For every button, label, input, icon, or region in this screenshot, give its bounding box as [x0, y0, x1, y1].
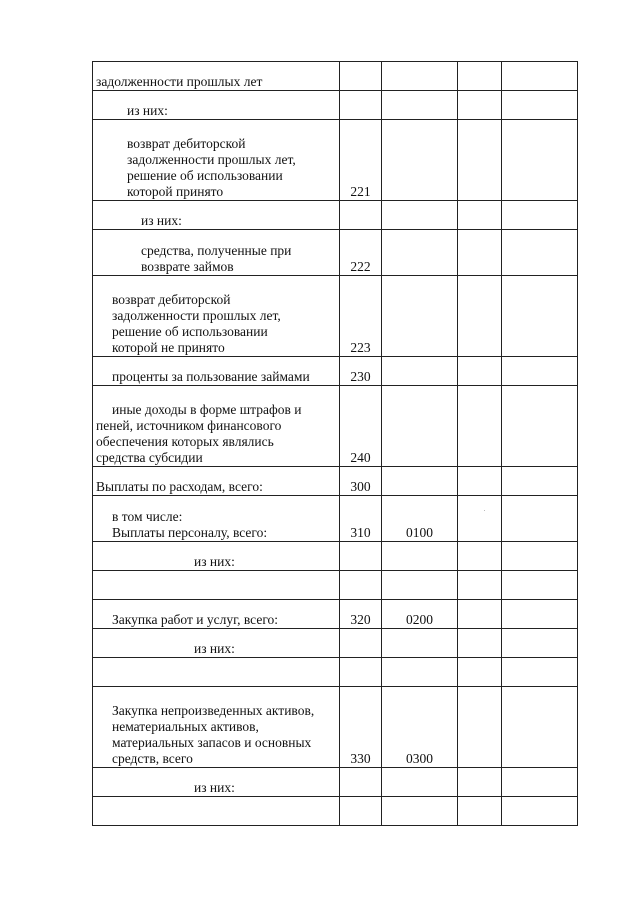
row-kbk: [382, 276, 458, 357]
row-label: из них:: [93, 629, 340, 658]
row-code: [340, 797, 382, 826]
empty-cell: [502, 91, 578, 120]
empty-cell: [458, 571, 502, 600]
table-row: [93, 797, 578, 826]
table-row: [93, 201, 578, 230]
table-row: [93, 629, 578, 658]
row-code: 221: [340, 120, 382, 201]
empty-cell: [502, 600, 578, 629]
empty-cell: [502, 230, 578, 276]
row-label: [93, 658, 340, 687]
row-code: [340, 629, 382, 658]
row-kbk: [382, 768, 458, 797]
empty-cell: [502, 496, 578, 542]
table-row: [93, 687, 578, 768]
empty-cell: [502, 62, 578, 91]
row-kbk: [382, 230, 458, 276]
row-kbk: [382, 467, 458, 496]
scan-speck: [484, 510, 485, 511]
table-row: [93, 600, 578, 629]
row-label: из них:: [93, 768, 340, 797]
row-label: из них:: [93, 542, 340, 571]
row-label: из них:: [93, 91, 340, 120]
row-code: 310: [340, 496, 382, 542]
empty-cell: [502, 687, 578, 768]
row-label: [93, 797, 340, 826]
row-kbk: [382, 629, 458, 658]
empty-cell: [458, 467, 502, 496]
row-code: [340, 91, 382, 120]
row-label: [93, 571, 340, 600]
row-kbk: 0300: [382, 687, 458, 768]
empty-cell: [458, 600, 502, 629]
row-code: [340, 62, 382, 91]
row-kbk: [382, 386, 458, 467]
row-label: Выплаты по расходам, всего:: [93, 467, 340, 496]
row-kbk: [382, 62, 458, 91]
row-label: иные доходы в форме штрафов и пеней, источником финансового обеспечения которых являлись средства субсидии: [93, 386, 340, 467]
row-code: 300: [340, 467, 382, 496]
row-kbk: 0100: [382, 496, 458, 542]
empty-cell: [458, 230, 502, 276]
empty-cell: [502, 542, 578, 571]
row-code: 240: [340, 386, 382, 467]
row-code: 230: [340, 357, 382, 386]
empty-cell: [458, 687, 502, 768]
row-kbk: [382, 91, 458, 120]
row-label: проценты за пользование займами: [93, 357, 340, 386]
row-kbk: [382, 797, 458, 826]
empty-cell: [458, 276, 502, 357]
table-row: [93, 386, 578, 467]
row-label: из них:: [93, 201, 340, 230]
empty-cell: [502, 768, 578, 797]
row-kbk: [382, 120, 458, 201]
row-code: [340, 542, 382, 571]
row-kbk: [382, 542, 458, 571]
empty-cell: [458, 386, 502, 467]
empty-cell: [502, 201, 578, 230]
empty-cell: [458, 120, 502, 201]
empty-cell: [502, 629, 578, 658]
table-row: [93, 768, 578, 797]
row-kbk: [382, 571, 458, 600]
empty-cell: [458, 62, 502, 91]
row-kbk: [382, 357, 458, 386]
empty-cell: [502, 386, 578, 467]
row-label: Закупка непроизведенных активов, нематериальных активов, материальных запасов и основных средств, всего: [93, 687, 340, 768]
empty-cell: [502, 571, 578, 600]
table-row: [93, 357, 578, 386]
empty-cell: [502, 658, 578, 687]
financial-plan-table-fragment: [92, 61, 577, 826]
empty-cell: [458, 496, 502, 542]
row-code: 223: [340, 276, 382, 357]
empty-cell: [502, 467, 578, 496]
empty-cell: [458, 658, 502, 687]
row-kbk: [382, 201, 458, 230]
table-row: [93, 467, 578, 496]
empty-cell: [458, 629, 502, 658]
table-row: [93, 496, 578, 542]
empty-cell: [502, 276, 578, 357]
empty-cell: [458, 357, 502, 386]
empty-cell: [458, 797, 502, 826]
row-code: 320: [340, 600, 382, 629]
row-code: [340, 768, 382, 797]
empty-cell: [458, 768, 502, 797]
row-label: Закупка работ и услуг, всего:: [93, 600, 340, 629]
empty-cell: [502, 120, 578, 201]
empty-cell: [458, 201, 502, 230]
row-code: 222: [340, 230, 382, 276]
row-label: возврат дебиторской задолженности прошлых лет, решение об использовании которой принято: [93, 120, 340, 201]
table-row: [93, 62, 578, 91]
row-code: [340, 658, 382, 687]
row-label: средства, полученные при возврате займов: [93, 230, 340, 276]
table-row: [93, 276, 578, 357]
empty-cell: [502, 797, 578, 826]
empty-cell: [458, 542, 502, 571]
table-row: [93, 542, 578, 571]
row-kbk: 0200: [382, 600, 458, 629]
row-code: [340, 571, 382, 600]
table-row: [93, 571, 578, 600]
row-code: [340, 201, 382, 230]
row-kbk: [382, 658, 458, 687]
empty-cell: [458, 91, 502, 120]
indicators-table: [92, 61, 578, 826]
row-label: задолженности прошлых лет: [93, 62, 340, 91]
row-code: 330: [340, 687, 382, 768]
table-row: [93, 230, 578, 276]
row-label: в том числе: Выплаты персоналу, всего:: [93, 496, 340, 542]
table-row: [93, 658, 578, 687]
table-row: [93, 91, 578, 120]
row-label: возврат дебиторской задолженности прошлых лет, решение об использовании которой не принято: [93, 276, 340, 357]
empty-cell: [502, 357, 578, 386]
table-row: [93, 120, 578, 201]
